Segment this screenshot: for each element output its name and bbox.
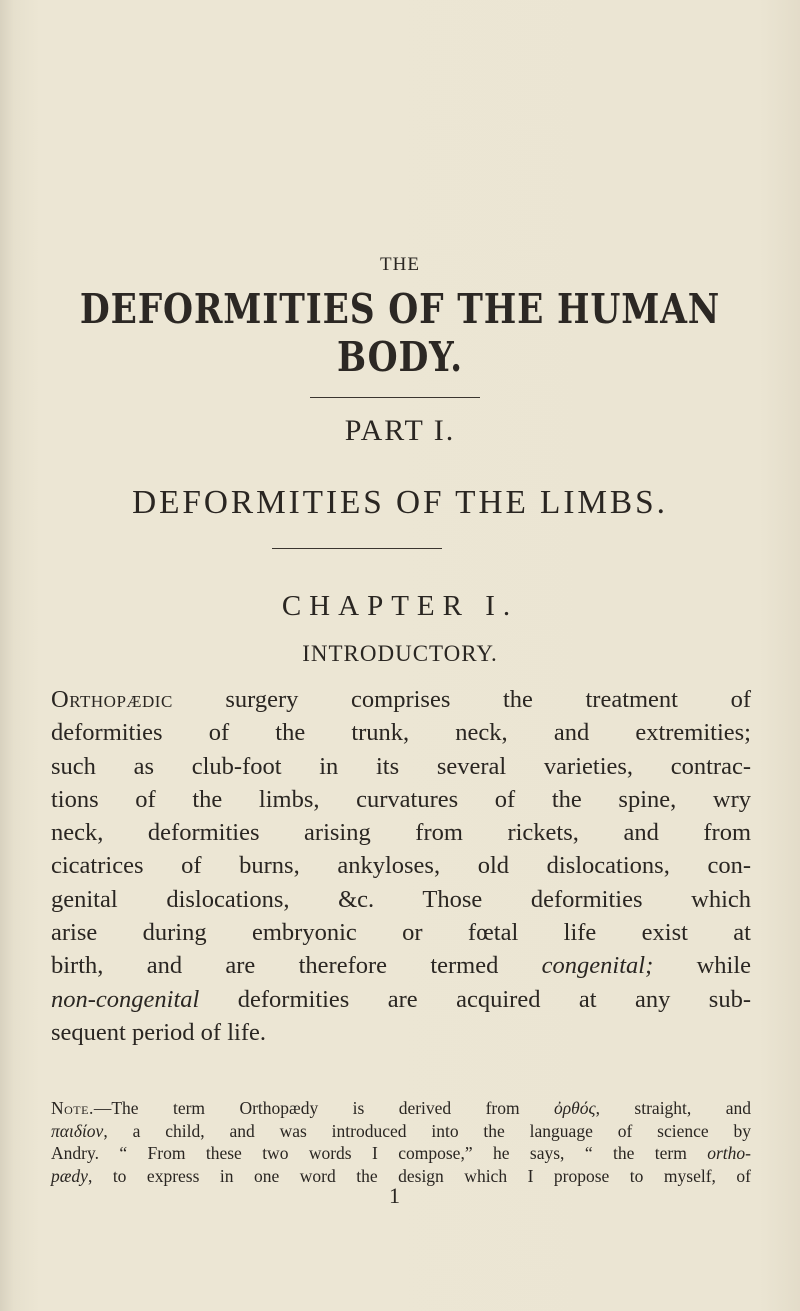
divider-rule	[272, 548, 442, 549]
congenital-term: congenital;	[541, 952, 654, 980]
greek-word: παιδίον	[51, 1120, 104, 1141]
book-title: DEFORMITIES OF THE HUMAN BODY.	[79, 285, 721, 381]
footnote	[51, 1097, 751, 1187]
note-line: Note.—The term Orthopædy is derived from ὀρθός, straight, and	[51, 1098, 751, 1118]
text-line: such as club-foot in its several varieties, contrac-	[51, 752, 751, 780]
chapter-label: CHAPTER I.	[281, 590, 519, 622]
note-line: Andry. “ From these two words I compose,” he says, “ the term ortho-	[51, 1143, 751, 1163]
text-line: birth, and are therefore termed congenital; while	[51, 952, 751, 980]
lead-word: Orthopædic	[51, 686, 173, 713]
pady-term: pædy	[51, 1165, 88, 1186]
chapter-subtitle: INTRODUCTORY.	[302, 641, 498, 666]
text-line: non-congenital deformities are acquired at any sub-	[51, 985, 751, 1013]
non-congenital-term: non-congenital	[51, 985, 200, 1013]
text-line: Orthopædic surgery comprises the treatment of	[51, 686, 751, 713]
text-line: tions of the limbs, curvatures of the spine, wry	[51, 785, 751, 813]
divider-rule	[310, 397, 480, 398]
text-line: arise during embryonic or fœtal life exist at	[51, 919, 751, 947]
part-label: PART I.	[344, 414, 456, 447]
text-line: neck, deformities arising from rickets, and from	[51, 819, 751, 847]
text-line: genital dislocations, &c. Those deformities which	[51, 885, 751, 913]
note-line: παιδίον, a child, and was introduced into the language of science by	[51, 1120, 751, 1141]
note-lead: Note.	[51, 1098, 94, 1118]
text-line: deformities of the trunk, neck, and extremities;	[51, 719, 751, 747]
greek-word: ὀρθός	[554, 1098, 596, 1118]
text-line: cicatrices of burns, ankyloses, old dislocations, con-	[51, 852, 751, 880]
part-title: DEFORMITIES OF THE LIMBS.	[132, 484, 668, 521]
running-title: THE	[380, 254, 420, 275]
text-line: sequent period of life.	[51, 1018, 266, 1046]
page-number: 1	[389, 1183, 400, 1208]
note-line: pædy, to express in one word the design which I propose to myself, of	[51, 1165, 751, 1186]
ortho-term: ortho-	[707, 1143, 751, 1163]
body-paragraph	[51, 683, 751, 1049]
